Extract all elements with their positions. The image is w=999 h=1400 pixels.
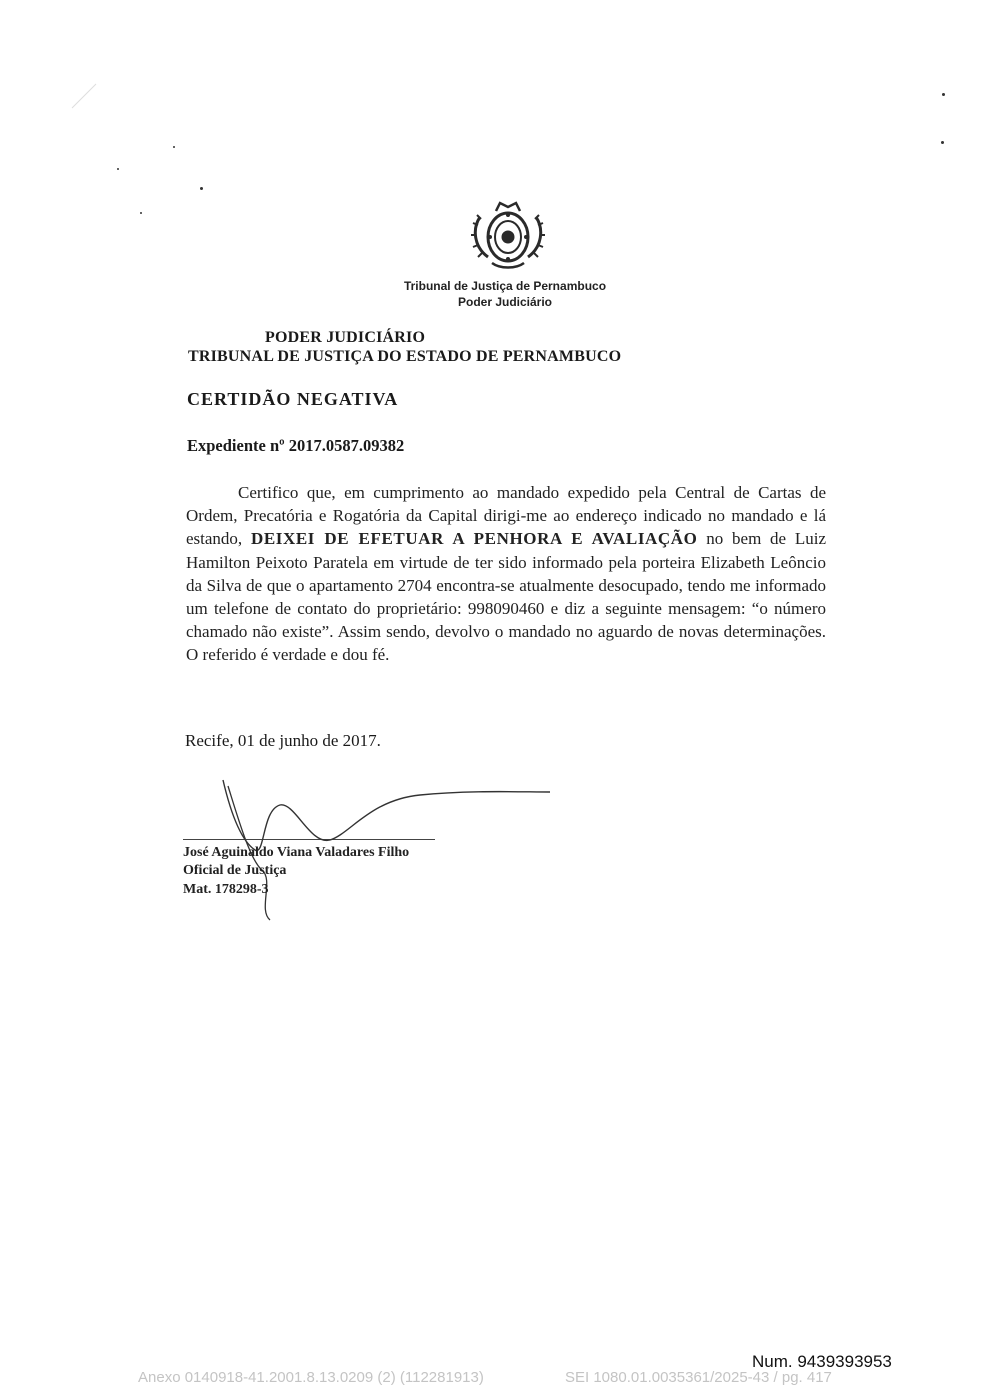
document-title: CERTIDÃO NEGATIVA (187, 389, 399, 409)
signer-role: Oficial de Justiça (183, 863, 287, 878)
scan-mark (70, 80, 100, 110)
document-date: Recife, 01 de junho de 2017. (185, 731, 381, 750)
body-text-part1: Certifico que, em cumprimento ao mandado expedido pela Central de Cartas de Ordem, Precatória e Rogatória da Capital dirigi-me ao endereço indicado no mandado e lá estando, (186, 483, 826, 549)
annex-reference: Anexo 0140918-41.2001.8.13.0209 (2) (112281913) (138, 1369, 484, 1386)
court-subtitle: Poder Judiciário (457, 295, 553, 309)
scan-speck (117, 168, 119, 170)
pernambuco-court-seal-icon (466, 195, 550, 275)
scan-speck (942, 93, 945, 96)
document-number: Num. 9439393953 (752, 1352, 892, 1371)
court-name: Tribunal de Justiça de Pernambuco (403, 279, 607, 293)
scan-speck (173, 146, 175, 148)
scan-speck (140, 212, 142, 214)
signer-registration: Mat. 178298-3 (183, 882, 269, 897)
header-line-2: TRIBUNAL DE JUSTIÇA DO ESTADO DE PERNAMBUCO (188, 348, 622, 365)
expediente-number: Expediente nº 2017.0587.09382 (187, 436, 405, 455)
body-text-part2: no bem de Luiz Hamilton Peixoto Paratela em virtude de ter sido informado pela porteira Elizabeth Leôncio da Silva de que o apartamento 2704 encontra-se atualmente desocupado, tendo me informado um telefone de contato do proprietário: 998090460 e diz a seguinte mensagem: “o número chamado não existe”. Assim sendo, devolvo o mandado no aguardo de novas determinações. O referido é verdade e dou fé. (186, 529, 827, 665)
scan-speck (941, 141, 944, 144)
body-text-bold: DEIXEI DE EFETUAR A PENHORA E AVALIAÇÃO (250, 529, 698, 549)
scan-speck (200, 187, 203, 190)
signer-name: José Aguinaldo Viana Valadares Filho (183, 845, 410, 860)
certificate-body (186, 481, 826, 667)
sei-reference: SEI 1080.01.0035361/2025-43 / pg. 417 (565, 1369, 832, 1386)
header-line-1: PODER JUDICIÁRIO (265, 329, 426, 346)
